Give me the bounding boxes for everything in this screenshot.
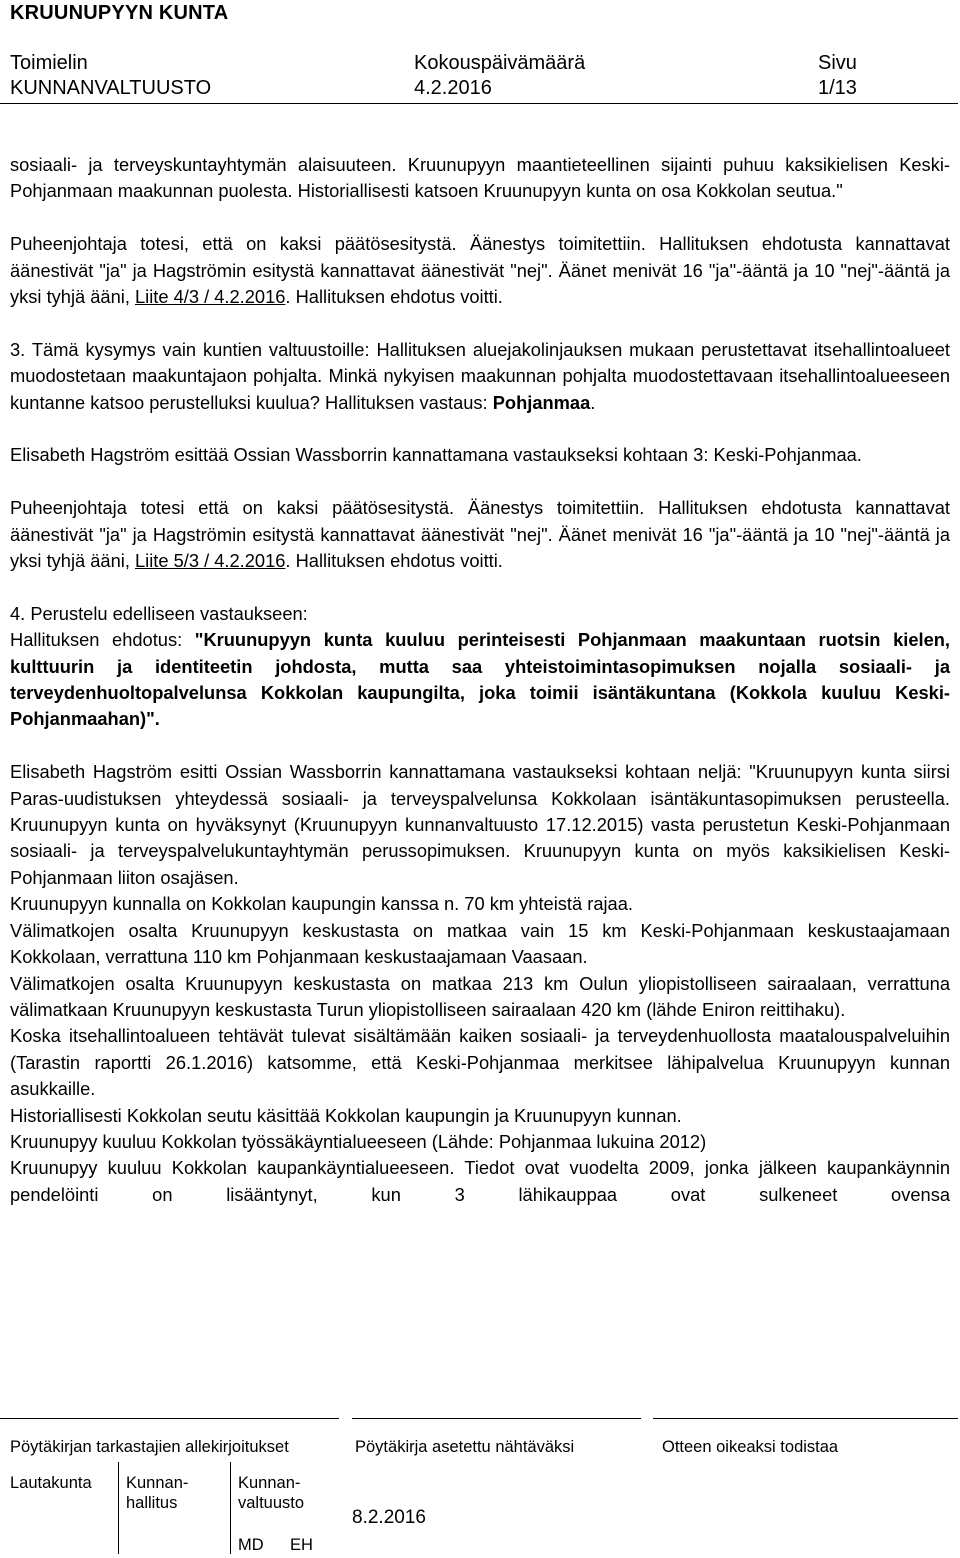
municipal-board-label-1: Kunnan- <box>126 1474 189 1492</box>
text: 3. Tämä kysymys vain kuntien valtuustoille: Hallituksen aluejakolinjauksen mukaan perustettavat itsehallintoalueet muodostetaan maakuntajaon pohjalta. Minkä nykyisen maakunnan pohjalta muodostettavaan itsehallintoalueeseen kuntanne katsoo perustelluksi kuulua? Hallituksen vastaus: <box>10 338 950 413</box>
footer-divider <box>0 1418 339 1419</box>
paragraph: Elisabeth Hagström esitti Ossian Wassborrin kannattamana vastaukseksi kohtaan neljä: "Kruunupyyn kunta siirsi Paras-uudistuksen yhteydessä sosiaali- ja terveyspalvelunsa Kokkolaan isäntäkuntasopimuksen perusteella. Kruunupyyn kunta on hyväksynyt (Kruunupyyn kunnanvaltuusto 17.12.2015) vasta perustetun Keski-Pohjanmaan sosiaali- ja terveyspalvelukuntayhtymän perussopimuksen. Kruunupyyn kunta on myös kaksikielisen Keski-Pohjanmaan liiton osajäsen. <box>10 761 950 888</box>
footer-column-divider <box>230 1462 231 1554</box>
municipal-board-label-2: hallitus <box>126 1494 178 1512</box>
paragraph <box>10 337 950 416</box>
text: Puheenjohtaja totesi että on kaksi päätösesitystä. Äänestys toimitettiin. Hallituksen ehdotusta kannattavat äänestivät "ja" ja Hagströmin esitystä kannattavat äänestivät "nej". Äänet menivät 16 "ja"-ääntä ja 10 "nej"-ääntä ja yksi tyhjä ääni, <box>10 497 950 572</box>
meeting-date-label: Kokouspäivämäärä <box>414 52 586 74</box>
council-label-1: Kunnan- <box>238 1474 301 1492</box>
attachment-link[interactable]: Liite 5/3 / 4.2.2016 <box>134 550 286 572</box>
paragraph <box>10 495 950 574</box>
text: Hallituksen ehdotus: <box>10 629 195 651</box>
page-number: 1/13 <box>818 77 857 99</box>
page-label: Sivu <box>818 52 857 74</box>
footer-divider <box>653 1418 958 1419</box>
board-label: Lautakunta <box>10 1474 92 1492</box>
paragraph: Välimatkojen osalta Kruunupyyn keskustasta on matkaa 213 km Oulun yliopistolliseen sairaalaan, verrattuna välimatkaan Kruunupyyn keskustasta Turun yliopistolliseen sairaalaan 420 km (lähde Eniron reittihaku). <box>10 972 950 1020</box>
posted-label: Pöytäkirja asetettu nähtäväksi <box>355 1438 575 1456</box>
signatures-label: Pöytäkirjan tarkastajien allekirjoitukset <box>10 1438 289 1456</box>
text: . Hallituksen ehdotus voitti. <box>285 286 503 308</box>
meeting-date-value: 4.2.2016 <box>414 77 492 99</box>
text: . <box>590 391 596 413</box>
paragraph: Kruunupyyn kunnalla on Kokkolan kaupungin kanssa n. 70 km yhteistä rajaa. <box>10 893 633 915</box>
paragraph: Välimatkojen osalta Kruunupyyn keskustasta on matkaa vain 15 km Keski-Pohjanmaan keskustaajamaan Kokkolaan, verrattuna 110 km Pohjanmaan keskustaajamaan Vaasaan. <box>10 919 950 968</box>
footer-divider <box>352 1418 641 1419</box>
footer-column-divider <box>118 1462 119 1554</box>
posted-date: 8.2.2016 <box>352 1507 426 1528</box>
paragraph: Kruunupyy kuuluu Kokkolan työssäkäyntialueeseen (Lähde: Pohjanmaa lukuina 2012) <box>10 1130 707 1152</box>
paragraph: sosiaali- ja terveyskuntayhtymän alaisuuteen. Kruunupyyn maantieteellinen sijainti puhuu kaksikielisen Keski-Pohjanmaan maakunnan puolesta. Historiallisesti katsoen Kruunupyyn kunta on osa Kokkolan seutua." <box>10 154 950 202</box>
attachment-link[interactable]: Liite 4/3 / 4.2.2016 <box>134 286 286 308</box>
header-divider <box>0 103 958 104</box>
body-value: KUNNANVALTUUSTO <box>10 77 212 99</box>
section-heading: 4. Perustelu edelliseen vastaukseen: <box>10 602 308 624</box>
body-label: Toimielin <box>10 52 88 74</box>
paragraph <box>10 627 950 733</box>
council-label-2: valtuusto <box>238 1494 305 1512</box>
document-body <box>10 152 950 1208</box>
text: . Hallituksen ehdotus voitti. <box>285 550 503 572</box>
paragraph <box>10 231 950 310</box>
paragraph: Kruunupyy kuuluu Kokkolan kaupankäyntialueeseen. Tiedot ovat vuodelta 2009, jonka jälkeen kaupankäynnin pendelöinti on lisääntynyt, kun 3 lähikauppaa ovat sulkeneet ovensa <box>10 1157 950 1205</box>
bold-proposal: "Kruunupyyn kunta kuuluu perinteisesti Pohjanmaan maakuntaan ruotsin kielen, kulttuurin ja identiteetin johdosta, mutta saa yhteistoimintasopimuksen nojalla sosiaali- ja terveydenhuoltopalvelunsa Kokkolan kaupungilta, joka toimii isäntäkuntana (Kokkola kuuluu Keski-Pohjanmaahan)". <box>10 629 950 730</box>
signer-initials-1: MD <box>238 1536 264 1554</box>
paragraph: Koska itsehallintoalueen tehtävät tulevat sisältämään kaiken sosiaali- ja terveydenhuollosta maatalouspalveluihin (Tarastin raportti 26.1.2016) katsomme, että Keski-Pohjanmaa merkitsee lähipalvelua Kruunupyyn kunnan asukkaille. <box>10 1025 950 1100</box>
paragraph: Historiallisesti Kokkolan seutu käsittää Kokkolan kaupungin ja Kruunupyyn kunnan. <box>10 1104 682 1126</box>
bold-answer: Pohjanmaa <box>492 391 591 413</box>
paragraph: Elisabeth Hagström esittää Ossian Wassborrin kannattamana vastaukseksi kohtaan 3: Keski-Pohjanmaa. <box>10 444 862 466</box>
certified-copy-label: Otteen oikeaksi todistaa <box>662 1438 839 1456</box>
org-name: KRUUNUPYYN KUNTA <box>10 2 229 24</box>
signer-initials-2: EH <box>290 1536 313 1554</box>
text: Puheenjohtaja totesi, että on kaksi päätösesitystä. Äänestys toimitettiin. Hallituksen ehdotusta kannattavat äänestivät "ja" ja Hagströmin esitystä kannattavat äänestivät "nej". Äänet menivät 16 "ja"-ääntä ja 10 "nej"-ääntä ja yksi tyhjä ääni, <box>10 233 950 308</box>
